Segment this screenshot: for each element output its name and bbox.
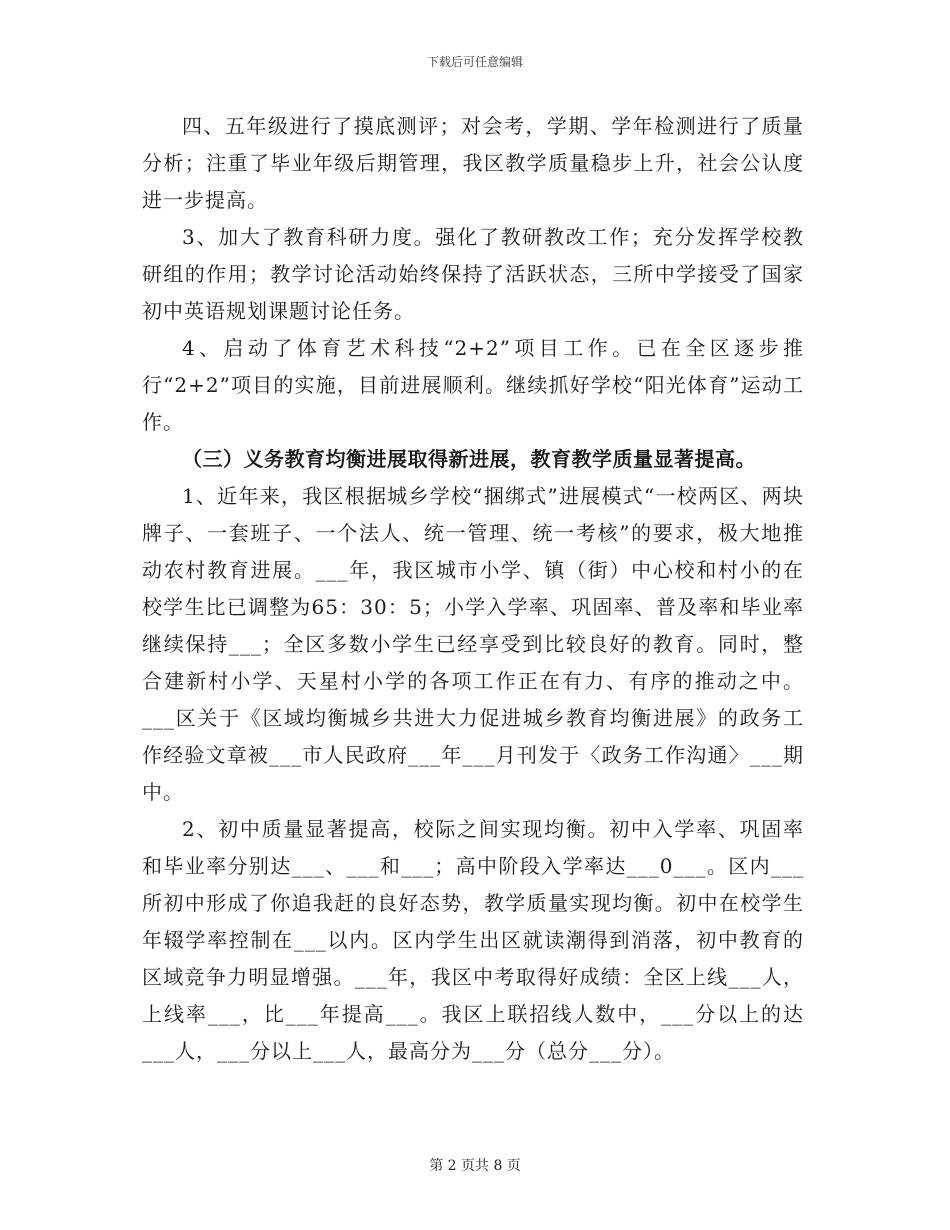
paragraph-2plus2-project: 4、启动了体育艺术科技“2+2”项目工作。已在全区逐步推行“2+2”项目的实施，目前进展顺利。继续抓好学校“阳光体育”运动工作。 xyxy=(142,336,804,434)
page-header: 下载后可任意编辑 xyxy=(426,55,523,69)
paragraph-quality-analysis: 四、五年级进行了摸底测评；对会考，学期、学年检测进行了质量分析；注重了毕业年级后期管理，我区教学质量稳步上升，社会公认度进一步提高。 xyxy=(142,114,804,212)
paragraph-research: 3、加大了教育科研力度。强化了教研教改工作；充分发挥学校教研组的作用；教学讨论活动始终保持了活跃状态，三所中学接受了国家初中英语规划课题讨论任务。 xyxy=(142,225,804,323)
page-footer: 第 2 页共 8 页 xyxy=(429,1158,521,1174)
document-body xyxy=(142,108,804,1070)
section-heading: （三）义务教育均衡进展取得新进展，教育教学质量显著提高。 xyxy=(182,447,756,471)
paragraph-balanced-development: 1、近年来，我区根据城乡学校“捆绑式”进展模式“一校两区、两块牌子、一套班子、一个法人、统一管理、统一考核”的要求，极大地推动农村教育进展。___年，我区城市小学、镇（街）中心校和村小的在校学生比已调整为65：30：5；小学入学率、巩固率、普及率和毕业率继续保持___；全区多数小学生已经享受到比较良好的教育。同时，整合建新村小学、天星村小学的各项工作正在有力、有序的推动之中。___区关于《区域均衡城乡共进大力促进城乡教育均衡进展》的政务工作经验文章被___市人民政府___年___月刊发于〈政务工作沟通〉___期中。 xyxy=(142,484,804,804)
paragraph-junior-high-quality: 2、初中质量显著提高，校际之间实现均衡。初中入学率、巩固率和毕业率分别达___、___和___；高中阶段入学率达___0___。区内___所初中形成了你追我赶的良好态势，教学质量实现均衡。初中在校学生年辍学率控制在___以内。区内学生出区就读潮得到消落，初中教育的区域竞争力明显增强。___年，我区中考取得好成绩：全区上线___人，上线率___，比___年提高___。我区上联招线人数中，___分以上的达___人，___分以上___人，最高分为___分（总分___分）。 xyxy=(142,817,804,1063)
